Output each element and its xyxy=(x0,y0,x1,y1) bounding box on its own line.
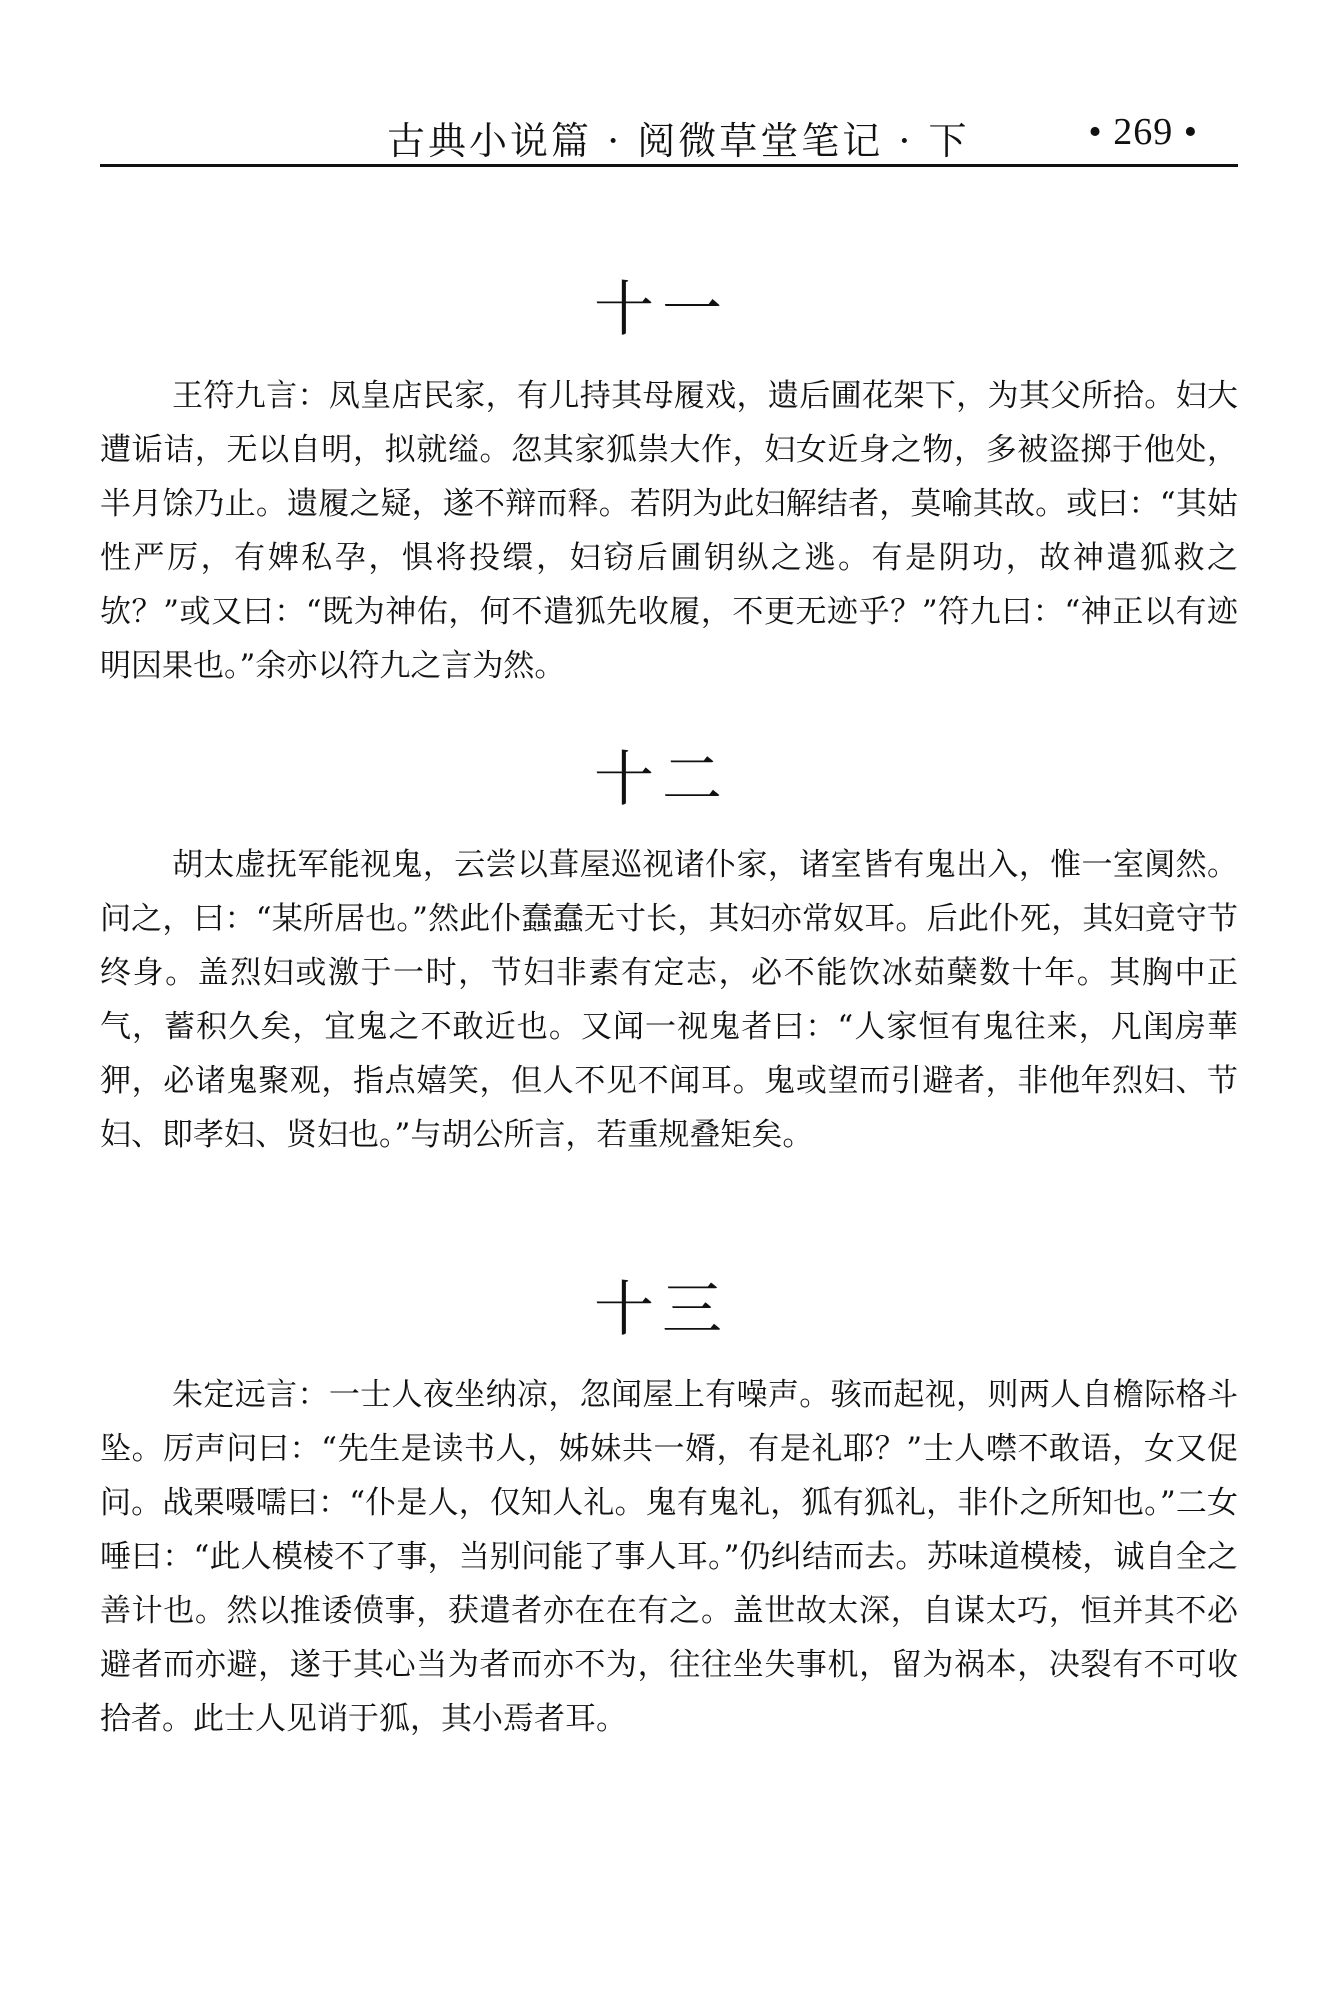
page-number: • 269 • xyxy=(1088,111,1198,153)
section-body-13: 朱定远言：一士人夜坐纳凉，忽闻屋上有噪声。骇而起视，则两人自檐际格斗坠。厉声问曰：“先生是读书人，姊妹共一婿，有是礼耶？”士人噤不敢语，女又促问。战栗嗫嚅曰：“仆是人，仅知人礼。鬼有鬼礼，狐有狐礼，非仆之所知也。”二女唾曰：“此人模棱不了事，当别问能了事人耳。”仍纠结而去。苏味道模棱，诚自全之善计也。然以推诿偾事，获遣者亦在在有之。盖世故太深，自谋太巧，恒并其不必避者而亦避，遂于其心当为者而亦不为，往往坐失事机，留为祸本，决裂有不可收拾者。此士人见诮于狐，其小焉者耳。 xyxy=(100,1377,1238,1737)
running-title: 古典小说篇 · 阅微草堂笔记 · 下 xyxy=(387,119,970,163)
section-body-12: 胡太虚抚军能视鬼，云尝以葺屋巡视诸仆家，诸室皆有鬼出入，惟一室阒然。问之，曰：“某所居也。”然此仆蠢蠢无寸长，其妇亦常奴耳。后此仆死，其妇竟守节终身。盖烈妇或激于一时，节妇非素有定志，必不能饮冰茹蘖数十年。其胸中正气，蓄积久矣，宜鬼之不敢近也。又闻一视鬼者曰：“人家恒有鬼往来，凡闺房華狎，必诸鬼聚观，指点嬉笑，但人不见不闻耳。鬼或望而引避者，非他年烈妇、节妇、即孝妇、贤妇也。”与胡公所言，若重规叠矩矣。 xyxy=(100,847,1238,1153)
page-header xyxy=(100,104,1238,167)
section-body-11: 王符九言：凤皇店民家，有儿持其母履戏，遗后圃花架下，为其父所拾。妇大遭诟诘，无以自明，拟就缢。忽其家狐祟大作，妇女近身之物，多被盗掷于他处，半月馀乃止。遗履之疑，遂不辩而释。若阴为此妇解结者，莫喻其故。或曰：“其姑性严厉，有婢私孕，惧将投缳，妇窃后圃钥纵之逃。有是阴功，故神遣狐救之欤？”或又曰：“既为神佑，何不遣狐先收履，不更无迹乎？”符九曰：“神正以有迹明因果也。”余亦以符九之言为然。 xyxy=(100,378,1238,684)
section-heading-11: 十一 xyxy=(594,275,730,345)
section-heading-13: 十三 xyxy=(594,1275,730,1345)
section-heading-12: 十二 xyxy=(594,745,730,815)
